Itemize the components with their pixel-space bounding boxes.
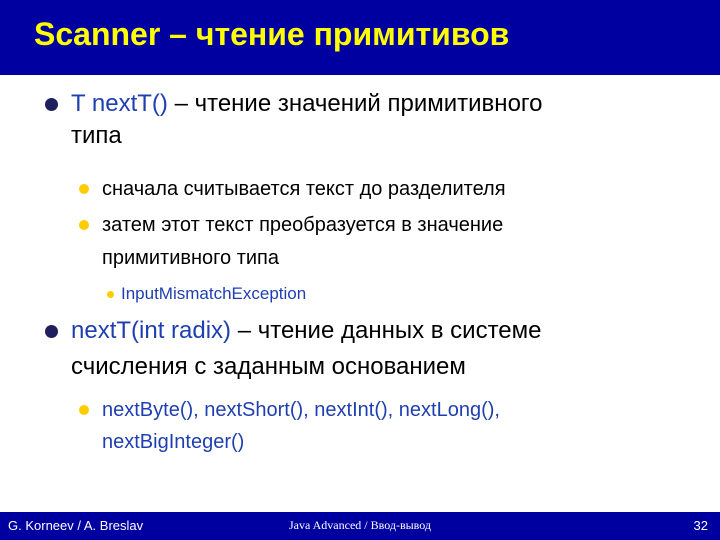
sub-bullet-1-2-line-2: примитивного типа: [102, 247, 279, 269]
bullet-dot-1: [45, 98, 58, 111]
bullet-dot-2-1: [79, 405, 89, 415]
footer-authors: G. Korneev / A. Breslav: [8, 518, 144, 533]
bullet-dot-2: [45, 325, 58, 338]
footer-page-number: 32: [693, 518, 708, 533]
bullet-2-line-1: [71, 315, 542, 347]
bullet-dot-1-2-1: [107, 291, 114, 298]
bullet-1-line-1: [71, 88, 542, 120]
bullet-dot-1-2: [79, 220, 89, 230]
bullet-1-line-2: типа: [71, 122, 122, 149]
bullet-2-code: nextT(int radix): [71, 317, 232, 344]
sub-bullet-2-1-line-2: nextBigInteger(): [102, 431, 245, 453]
sub-bullet-1-1: сначала считывается текст до разделителя: [102, 178, 506, 200]
bullet-1-code: T nextT(): [71, 90, 168, 117]
bullet-dot-1-1: [79, 184, 89, 194]
sub-sub-bullet-exception: InputMismatchException: [121, 284, 307, 303]
sub-bullet-2-1-line-1: nextByte(), nextShort(), nextInt(), nextLong(),: [102, 399, 500, 421]
sub-bullet-1-2-line-1: затем этот текст преобразуется в значение: [102, 214, 504, 236]
bullet-2-line-2: счисления с заданным основанием: [71, 353, 466, 380]
bullet-2-text: – чтение данных в системе: [231, 317, 542, 344]
bullet-1-text: – чтение значений примитивного: [167, 90, 543, 117]
footer-course: Java Advanced / Ввод-вывод: [288, 518, 432, 532]
slide-title: Scanner – чтение примитивов: [34, 16, 510, 52]
